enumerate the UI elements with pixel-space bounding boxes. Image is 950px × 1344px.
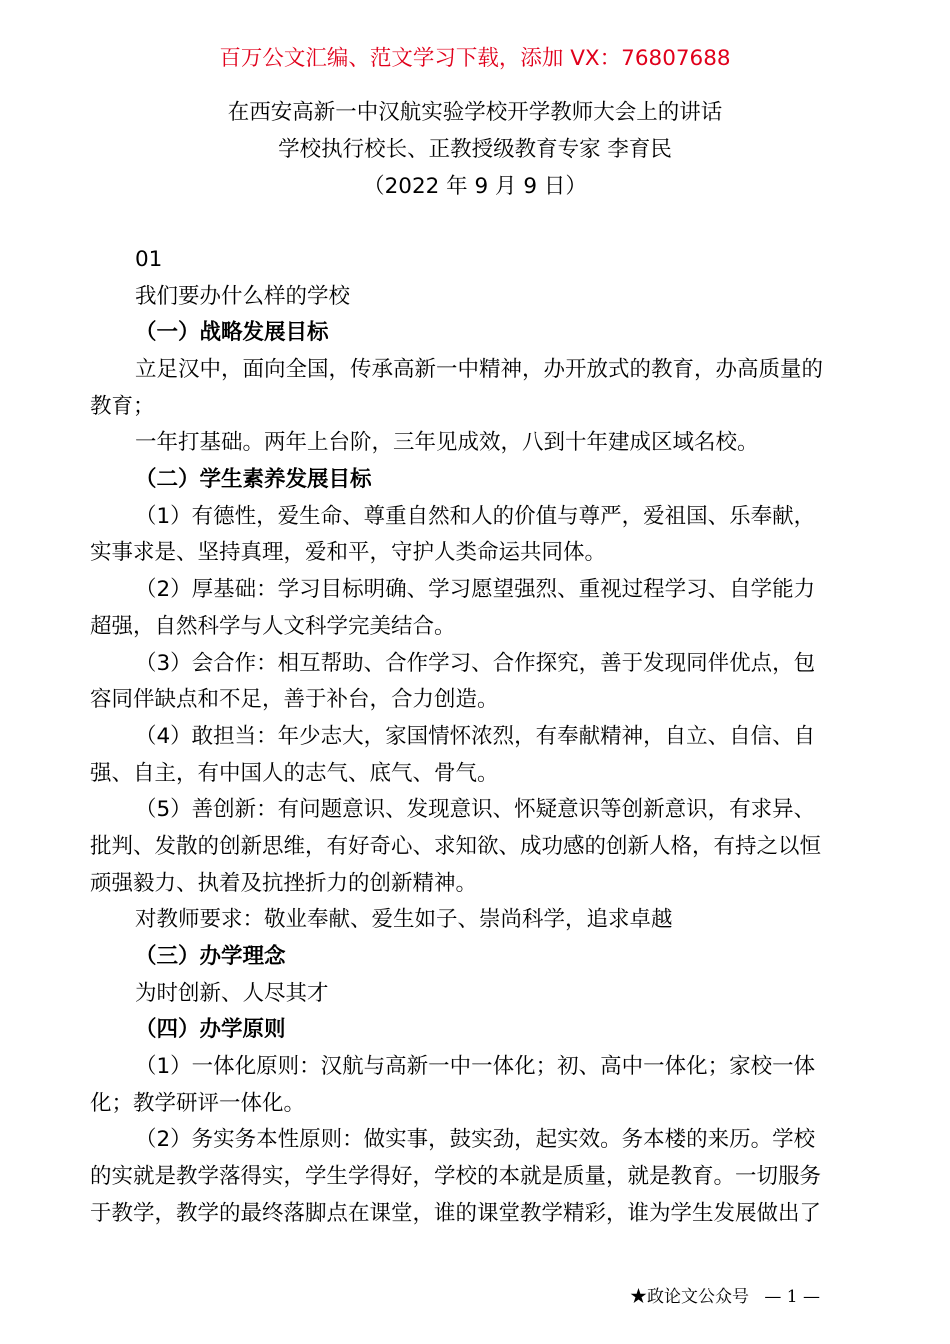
date-line: （2022 年 9 月 9 日） bbox=[363, 174, 587, 199]
paragraph-line: 为时创新、人尽其才 bbox=[135, 981, 329, 1006]
paragraph-line: 顽强毅力、执着及抗挫折力的创新精神。 bbox=[90, 871, 478, 896]
section-number: 01 bbox=[135, 247, 163, 272]
paragraph-line: 教育； bbox=[90, 394, 155, 419]
paragraph-line: 批判、发散的创新思维，有好奇心、求知欲、成功感的创新人格，有持之以恒 bbox=[90, 834, 822, 859]
paragraph-line: 超强，自然科学与人文科学完美结合。 bbox=[90, 614, 456, 639]
paragraph-line: 实事求是、坚持真理，爱和平，守护人类命运共同体。 bbox=[90, 540, 607, 565]
heading-strategy: （一）战略发展目标 bbox=[135, 320, 329, 345]
paragraph-line: （3）会合作：相互帮助、合作学习、合作探究，善于发现同伴优点，包 bbox=[135, 651, 816, 676]
paragraph-line: 强、自主，有中国人的志气、底气、骨气。 bbox=[90, 761, 499, 786]
paragraph-line: （1）一体化原则：汉航与高新一中一体化；初、高中一体化；家校一体 bbox=[135, 1054, 816, 1079]
paragraph-line: （4）敢担当：年少志大，家国情怀浓烈，有奉献精神，自立、自信、自 bbox=[135, 724, 816, 749]
paragraph-line: （2）务实务本性原则：做实事，鼓实劲，起实效。务本楼的来历。学校 bbox=[135, 1127, 816, 1152]
author-line: 学校执行校长、正教授级教育专家 李育民 bbox=[278, 137, 672, 162]
section-title: 我们要办什么样的学校 bbox=[135, 284, 351, 309]
heading-student-goals: （二）学生素养发展目标 bbox=[135, 467, 372, 492]
paragraph-line: 于教学，教学的最终落脚点在课堂，谁的课堂教学精彩，谁为学生发展做出了 bbox=[90, 1201, 822, 1226]
paragraph-line: （5）善创新：有问题意识、发现意识、怀疑意识等创新意识，有求异、 bbox=[135, 797, 816, 822]
paragraph-line: （2）厚基础：学习目标明确、学习愿望强烈、重视过程学习、自学能力 bbox=[135, 577, 816, 602]
paragraph-line: 对教师要求：敬业奉献、爱生如子、崇尚科学，追求卓越 bbox=[135, 907, 673, 932]
paragraph-line: 化；教学研评一体化。 bbox=[90, 1091, 306, 1116]
footer-source: ★政论文公众号 bbox=[630, 1287, 749, 1307]
paragraph-line: 的实就是教学落得实，学生学得好，学校的本就是质量，就是教育。一切服务 bbox=[90, 1164, 822, 1189]
paragraph-line: 一年打基础。两年上台阶，三年见成效，八到十年建成区域名校。 bbox=[135, 430, 759, 455]
paragraph-line: 立足汉中，面向全国，传承高新一中精神，办开放式的教育，办高质量的 bbox=[135, 357, 824, 382]
document-title: 在西安高新一中汉航实验学校开学教师大会上的讲话 bbox=[227, 100, 723, 125]
heading-philosophy: （三）办学理念 bbox=[135, 944, 286, 969]
heading-principles: （四）办学原则 bbox=[135, 1017, 286, 1042]
page-footer bbox=[630, 1282, 820, 1307]
paragraph-line: 容同伴缺点和不足，善于补台，合力创造。 bbox=[90, 687, 499, 712]
ad-banner: 百万公文汇编、范文学习下载，添加 VX：76807688 bbox=[219, 46, 731, 71]
page-number: — 1 — bbox=[764, 1287, 821, 1307]
paragraph-line: （1）有德性，爱生命、尊重自然和人的价值与尊严，爱祖国、乐奉献， bbox=[135, 504, 816, 529]
